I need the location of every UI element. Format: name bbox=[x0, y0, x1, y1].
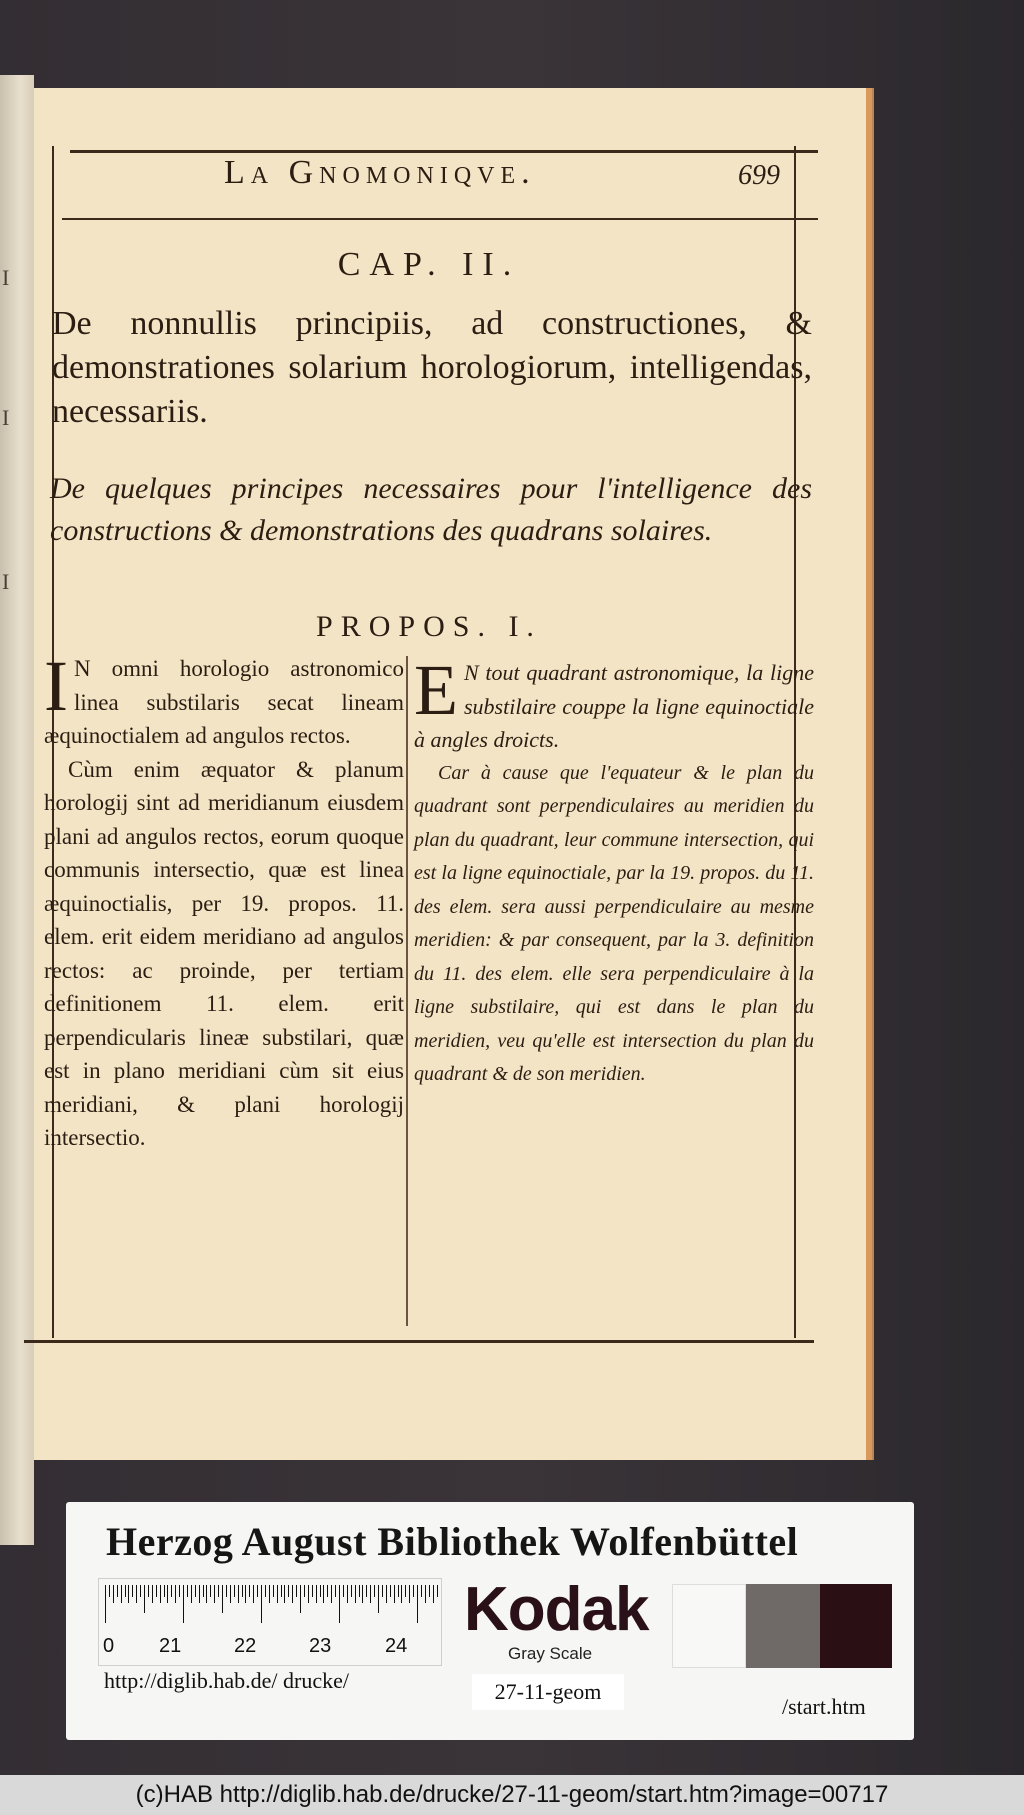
ruler-tick bbox=[191, 1585, 192, 1603]
ruler-tick bbox=[292, 1585, 293, 1603]
previous-page-edge bbox=[0, 75, 34, 1545]
ruler-tick bbox=[261, 1585, 262, 1623]
ruler-tick bbox=[437, 1585, 438, 1597]
ruler-number: 23 bbox=[309, 1635, 332, 1657]
ruler-tick bbox=[160, 1585, 161, 1603]
ruler-tick bbox=[187, 1585, 188, 1597]
ruler-tick bbox=[284, 1585, 285, 1603]
ruler-tick bbox=[273, 1585, 274, 1597]
latin-demonstration-text: Cùm enim æquator & planum horologij sint ad meridianum eiusdem plani ad angulos rectos, eorum quoque communis intersectio, quæ est linea æquinoctialis, per 19. propos. 11. elem. erit eidem meridiano ad angulos rectos: ac proinde, per tertiam definitionem 11. elem. erit perpendicularis lineæ substilari, quæ est in plano meridiani cùm sit eius meridiani, & plani horologij intersectio. bbox=[44, 756, 404, 1150]
black-patch bbox=[820, 1584, 892, 1668]
page-number: 699 bbox=[738, 160, 780, 191]
ruler-tick bbox=[140, 1585, 141, 1597]
ruler-tick bbox=[113, 1585, 114, 1603]
ruler-tick bbox=[370, 1585, 371, 1603]
proposition-title: PROPOS. I. bbox=[316, 610, 542, 643]
footer-copyright: (c)HAB http://diglib.hab.de/drucke/27-11-geom/start.htm?image=00717 bbox=[0, 1775, 1024, 1815]
ruler-tick bbox=[429, 1585, 430, 1597]
ruler-tick bbox=[401, 1585, 402, 1603]
ruler-tick bbox=[242, 1585, 243, 1597]
book-page bbox=[34, 88, 872, 1460]
ruler-number: 0 bbox=[103, 1635, 115, 1657]
ruler-tick bbox=[413, 1585, 414, 1597]
ruler-tick bbox=[249, 1585, 250, 1597]
ruler-tick bbox=[351, 1585, 352, 1597]
latin-proposition-text: N omni horologio astronomico linea substilaris secat lineam æquinoctialem ad angulos rectos. bbox=[44, 656, 404, 748]
ruler-tick bbox=[277, 1585, 278, 1603]
latin-column bbox=[44, 646, 404, 1155]
ruler-tick bbox=[226, 1585, 227, 1597]
ruler-tick bbox=[355, 1585, 356, 1603]
ruler-tick bbox=[203, 1585, 204, 1597]
ruler-tick bbox=[121, 1585, 122, 1603]
french-column bbox=[414, 650, 814, 1092]
ruler-tick bbox=[281, 1585, 282, 1597]
ruler-tick bbox=[128, 1585, 129, 1603]
ruler-tick bbox=[394, 1585, 395, 1603]
ruler-tick bbox=[409, 1585, 410, 1603]
card-url: http://diglib.hab.de/ drucke/ bbox=[104, 1668, 350, 1693]
column-divider bbox=[406, 656, 408, 1326]
ruler-tick bbox=[421, 1585, 422, 1597]
ruler-tick bbox=[265, 1585, 266, 1597]
ruler-number: 21 bbox=[159, 1635, 182, 1657]
ruler-tick bbox=[222, 1585, 223, 1613]
ruler-tick bbox=[167, 1585, 168, 1603]
shelfmark-label: 27-11-geom bbox=[472, 1674, 624, 1710]
ruler-tick bbox=[214, 1585, 215, 1603]
ruler-tick bbox=[316, 1585, 317, 1603]
ruler-tick bbox=[335, 1585, 336, 1597]
top-rule bbox=[70, 150, 818, 153]
ruler-tick bbox=[105, 1585, 106, 1623]
ruler-tick bbox=[152, 1585, 153, 1603]
gray-scale-label: Gray Scale bbox=[508, 1644, 593, 1663]
latin-heading: De nonnullis principiis, ad constructiones, & demonstrationes solarium horologiorum, intelligendas, necessariis. bbox=[52, 305, 812, 430]
running-head: La Gnomoniqve. bbox=[224, 154, 536, 191]
ruler-tick bbox=[230, 1585, 231, 1603]
ruler-tick bbox=[323, 1585, 324, 1603]
ruler-tick bbox=[218, 1585, 219, 1597]
gray-patch bbox=[746, 1584, 820, 1668]
ruler-tick bbox=[257, 1585, 258, 1597]
ruler-tick bbox=[195, 1585, 196, 1597]
ruler-tick bbox=[238, 1585, 239, 1603]
ruler-tick bbox=[132, 1585, 133, 1597]
ruler-tick bbox=[234, 1585, 235, 1597]
margin-fragment: I bbox=[2, 265, 10, 290]
kodak-logo: Kodak bbox=[464, 1575, 649, 1644]
ruler-tick bbox=[179, 1585, 180, 1597]
library-name: Herzog August Bibliothek Wolfenbüttel bbox=[106, 1519, 799, 1564]
margin-fragment: I bbox=[2, 405, 10, 430]
ruler-tick bbox=[148, 1585, 149, 1597]
ruler-number: 22 bbox=[234, 1635, 257, 1657]
french-proposition-text: N tout quadrant astronomique, la ligne substilaire couppe la ligne equinoctiale à angles droicts. bbox=[414, 660, 814, 752]
ruler-tick bbox=[304, 1585, 305, 1597]
ruler-tick bbox=[378, 1585, 379, 1613]
ruler-tick bbox=[343, 1585, 344, 1597]
ruler-tick bbox=[405, 1585, 406, 1597]
ruler-tick bbox=[339, 1585, 340, 1623]
ruler-tick bbox=[136, 1585, 137, 1603]
ruler-tick bbox=[382, 1585, 383, 1597]
ruler-tick bbox=[296, 1585, 297, 1597]
ruler-tick bbox=[125, 1585, 126, 1597]
ruler-tick bbox=[245, 1585, 246, 1603]
ruler-tick bbox=[362, 1585, 363, 1603]
ruler-tick bbox=[206, 1585, 207, 1603]
ruler-tick bbox=[288, 1585, 289, 1597]
french-dropcap: E bbox=[414, 650, 458, 730]
white-patch bbox=[672, 1584, 746, 1668]
margin-fragment: I bbox=[2, 569, 10, 594]
latin-dropcap: I bbox=[44, 646, 68, 726]
ruler-tick bbox=[312, 1585, 313, 1597]
header-rule bbox=[62, 218, 818, 220]
ruler-tick bbox=[386, 1585, 387, 1603]
ruler-tick bbox=[144, 1585, 145, 1613]
measurement-ruler bbox=[98, 1578, 442, 1666]
ruler-tick bbox=[327, 1585, 328, 1597]
ruler-tick bbox=[425, 1585, 426, 1603]
ruler-tick bbox=[210, 1585, 211, 1597]
ruler-tick bbox=[417, 1585, 418, 1623]
ruler-tick bbox=[117, 1585, 118, 1597]
ruler-tick bbox=[331, 1585, 332, 1603]
ruler-tick bbox=[199, 1585, 200, 1603]
ruler-tick bbox=[398, 1585, 399, 1597]
ruler-tick bbox=[175, 1585, 176, 1603]
card-url-suffix: /start.htm bbox=[782, 1694, 866, 1719]
ruler-tick bbox=[366, 1585, 367, 1597]
french-demonstration-text: Car à cause que l'equateur & le plan du quadrant sont perpendiculaires au meridien du plan du quadrant, leur commune intersection, qui est la ligne equinoctiale, par la 19. propos. du 11. des elem. sera aussi perpendiculaire au mesme meridien: & par consequent, par la 3. definition du 11. des elem. elle sera perpendiculaire à la ligne substilaire, qui est dans le plan du meridien, veu qu'elle est intersection du plan du quadrant & de son meridien. bbox=[414, 761, 814, 1085]
color-reference-card bbox=[66, 1502, 914, 1740]
ruler-tick bbox=[347, 1585, 348, 1603]
ruler-tick bbox=[183, 1585, 184, 1623]
ruler-tick bbox=[300, 1585, 301, 1613]
ruler-tick bbox=[433, 1585, 434, 1603]
ruler-tick bbox=[253, 1585, 254, 1603]
ruler-tick bbox=[374, 1585, 375, 1597]
ruler-number: 24 bbox=[385, 1635, 408, 1657]
ruler-tick bbox=[308, 1585, 309, 1603]
ruler-tick bbox=[156, 1585, 157, 1597]
ruler-tick bbox=[269, 1585, 270, 1603]
ruler-tick bbox=[390, 1585, 391, 1597]
french-heading: De quelques principes necessaires pour l'intelligence des constructions & demonstrations des quadrans solaires. bbox=[50, 472, 812, 547]
ruler-tick bbox=[164, 1585, 165, 1597]
ruler-tick bbox=[171, 1585, 172, 1597]
ruler-tick bbox=[320, 1585, 321, 1597]
ruler-tick bbox=[109, 1585, 110, 1597]
ruler-tick bbox=[359, 1585, 360, 1597]
chapter-title: CAP. II. bbox=[337, 246, 521, 283]
bottom-rule bbox=[24, 1340, 814, 1343]
